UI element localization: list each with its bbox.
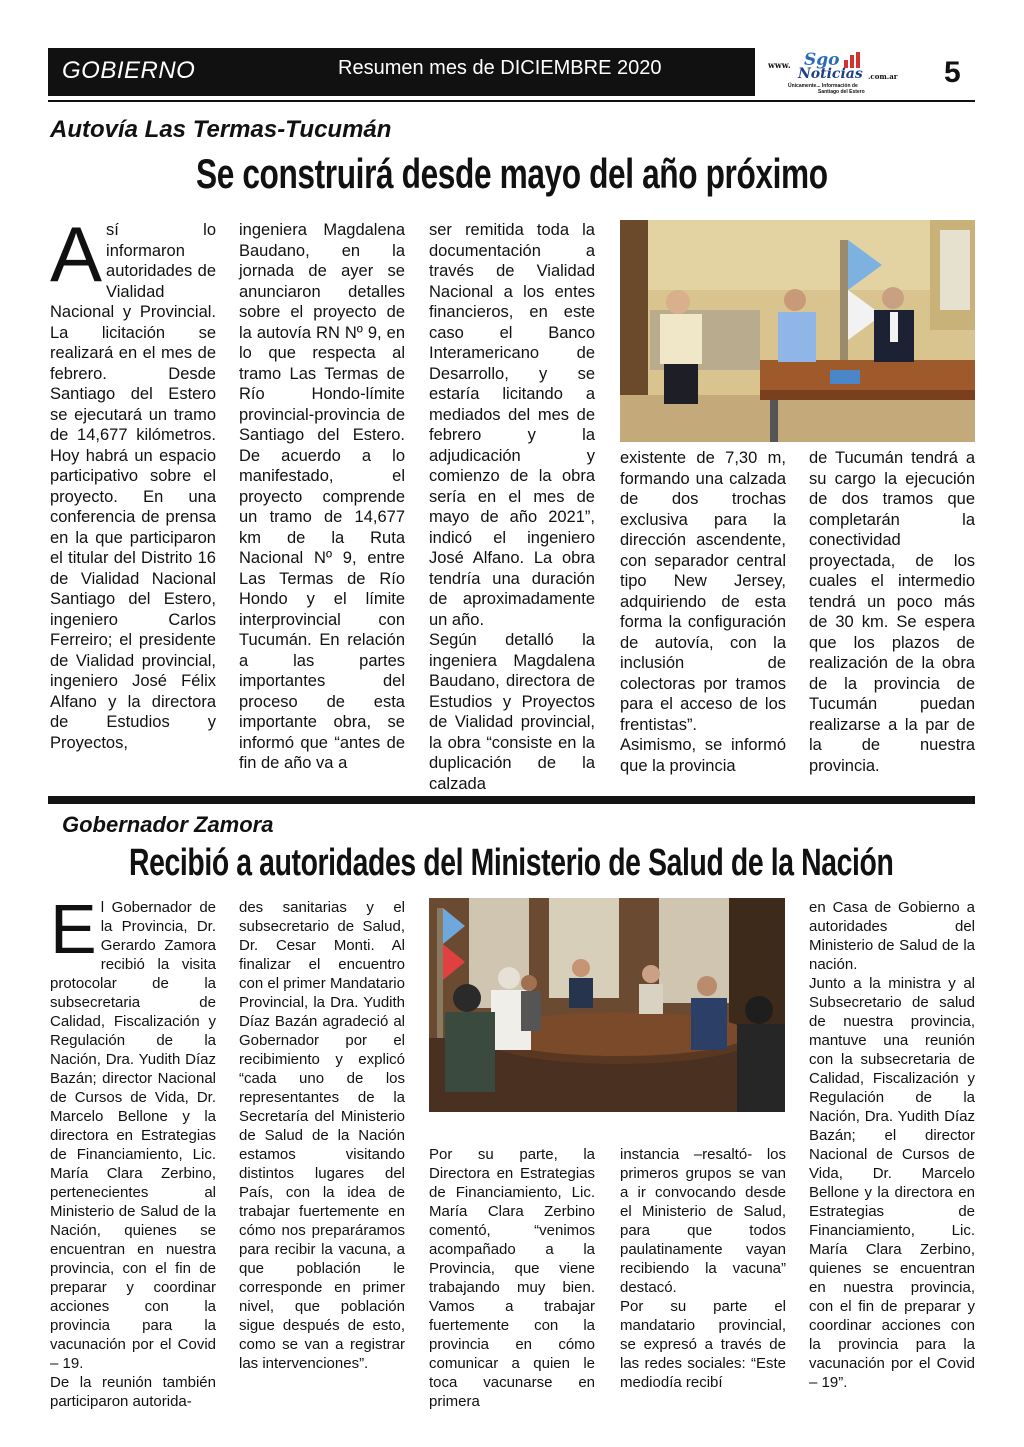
article2-dropcap: E [50, 890, 97, 968]
article2-column-4: instancia –resaltó- los primeros grupos se van a ir convocando desde el Ministerio de Salud, para que todos paulatinamente vayan recibiendo la vacuna” destacó. Por su parte el mandatario provincial, se expresó a través de las redes sociales: “Este mediodía recibí [620, 1146, 786, 1391]
page-number: 5 [944, 56, 961, 89]
section-header-bar [48, 48, 755, 96]
article2-kicker: Gobernador Zamora [62, 812, 274, 837]
article1-column-2: ingeniera Magdalena Baudano, en la jornada de ayer se anunciaron detalles sobre el proyecto de la autovía RN Nº 9, en lo que respecta al tramo Las Termas de Río Hondo-límite provincial-provincia de Santiago del Estero. De acuerdo a lo manifestado, el proyecto comprende un tramo de 14,677 km de la Ruta Nacional Nº 9, entre Las Termas de Río Hondo y el límite interprovincial con Tucumán. En relación a las partes importantes del proceso de esta importante obra, se informó que “antes de fin de año va a [239, 221, 405, 772]
article1-dropcap: A [50, 210, 103, 298]
section-divider [48, 796, 975, 804]
article2-column-1: E l Gobernador de la Provincia, Dr. Gerardo Zamora recibió la visita protocolar de la subsecretaria de Calidad, Fiscalización y Regulación de la Nación, Dra. Yudith Díaz Bazán; director Nacional de Cursos de Vida, Dr. Marcelo Bellone y la directora en Estrategias de Financiamiento, Lic. María Clara Zerbino, pertenecientes al Ministerio de Salud de la Nación, quienes se encuentran en nuestra provincia, con el fin de preparar y coordinar acciones con la provincia para la vacunación por el Covid – 19. De la reunión también participaron autorida- [50, 890, 216, 1410]
article2-headline: Recibió a autoridades del Ministerio de Salud de la Nación [129, 842, 894, 884]
article2-column-2: des sanitarias y el subsecretario de Salud, Dr. Cesar Monti. Al finalizar el encuentro con el primer Mandatario Provincial, la Dra. Yudith Díaz Bazán agradeció al Gobernador por el recibimiento y explicó “cada uno de los representantes de la Secretaría del Ministerio de Salud de la Nación estamos visitando distintos lugares del País, con la idea de trabajar fuertemente en cómo nos preparáramos para recibir la vacuna, a que población le corresponde en primer nivel, que población sigue después de esto, como se van a registrar las intervenciones”. [239, 899, 405, 1372]
section-title: GOBIERNO [62, 57, 196, 84]
article1-column-3: ser remitida toda la documentación a través de Vialidad Nacional a los entes financieros, en este caso el Banco Interamericano de Desarrollo, y se estaría licitando a mediados del mes de febrero y la adjudicación y comienzo de la obra sería en el mes de mayo de año 2021”, indicó el ingeniero José Alfano. La obra tendría una duración de aproximadamente un año. Según detalló la ingeniera Magdalena Baudano, directora de Estudios y Proyectos de Vialidad provincial, la obra “consiste en la duplicación de la calzada [429, 221, 595, 793]
article1-column-4: existente de 7,30 m, formando una calzada de dos trochas exclusiva para la dirección ascendente, con separador central tipo New Jersey, adquiriendo de esta forma la configuración de autovía, con la inclusión de colectoras por tramos para el acceso de los frentistas”. Asimismo, se informó que la provincia [620, 449, 786, 775]
article1-headline: Se construirá desde mayo del año próximo [196, 150, 828, 197]
meeting-photo [429, 898, 785, 1112]
header-rule [48, 100, 975, 102]
issue-date: Resumen mes de DICIEMBRE 2020 [338, 57, 662, 79]
press-conference-photo [620, 220, 975, 442]
sgo-noticias-logo: www. Sgo Noticias .com.ar Únicamente... Información de Santiago del Estero [768, 50, 898, 95]
article1-kicker: Autovía Las Termas-Tucumán [50, 116, 392, 143]
article2-column-5: en Casa de Gobierno a autoridades del Ministerio de Salud de la nación. Junto a la ministra y al Subsecretario de salud de nuestra provincia, mantuve una reunión con la subsecretaria de Calidad, Fiscalización y Regulación de la Nación, Dra. Yudith Díaz Bazán; el director Nacional de Cursos de Vida, Dr. Marcelo Bellone y la directora en Estrategias de Financiamiento, Lic. María Clara Zerbino, quienes se encuentran en nuestra provincia, con el fin de preparar y coordinar acciones con la provincia para la vacunación por el Covid – 19”. [809, 899, 975, 1391]
article2-column-3: Por su parte, la Directora en Estrategias de Financiamiento, Lic. María Clara Zerbino comentó, “venimos acompañado a la Provincia, que viene trabajando muy bien. Vamos a trabajar fuertemente con la provincia en cómo comunicar a quien le toca vacunarse en primera [429, 1146, 595, 1410]
article1-column-5: de Tucumán tendrá a su cargo la ejecución de dos tramos que completarán la conectividad proyectada, de los cuales el intermedio tendrá un poco más de 30 km. Se espera que los plazos de realización de la obra de la provincia de Tucumán puedan realizarse a la par de la de nuestra provincia. [809, 449, 975, 775]
article1-column-1: A sí lo informaron autoridades de Vialidad Nacional y Provincial. La licitación se realizará en el mes de febrero. Desde Santiago del Estero se ejecutará un tramo de 14,677 kilómetros. Hoy habrá un espacio participativo sobre el proyecto. En una conferencia de prensa en la que participaron el titular del Distrito 16 de Vialidad Nacional Santiago del Estero, ingeniero Carlos Ferreiro; el presidente de Vialidad provincial, ingeniero José Félix Alfano y la directora de Estudios y Proyectos, [50, 210, 216, 752]
